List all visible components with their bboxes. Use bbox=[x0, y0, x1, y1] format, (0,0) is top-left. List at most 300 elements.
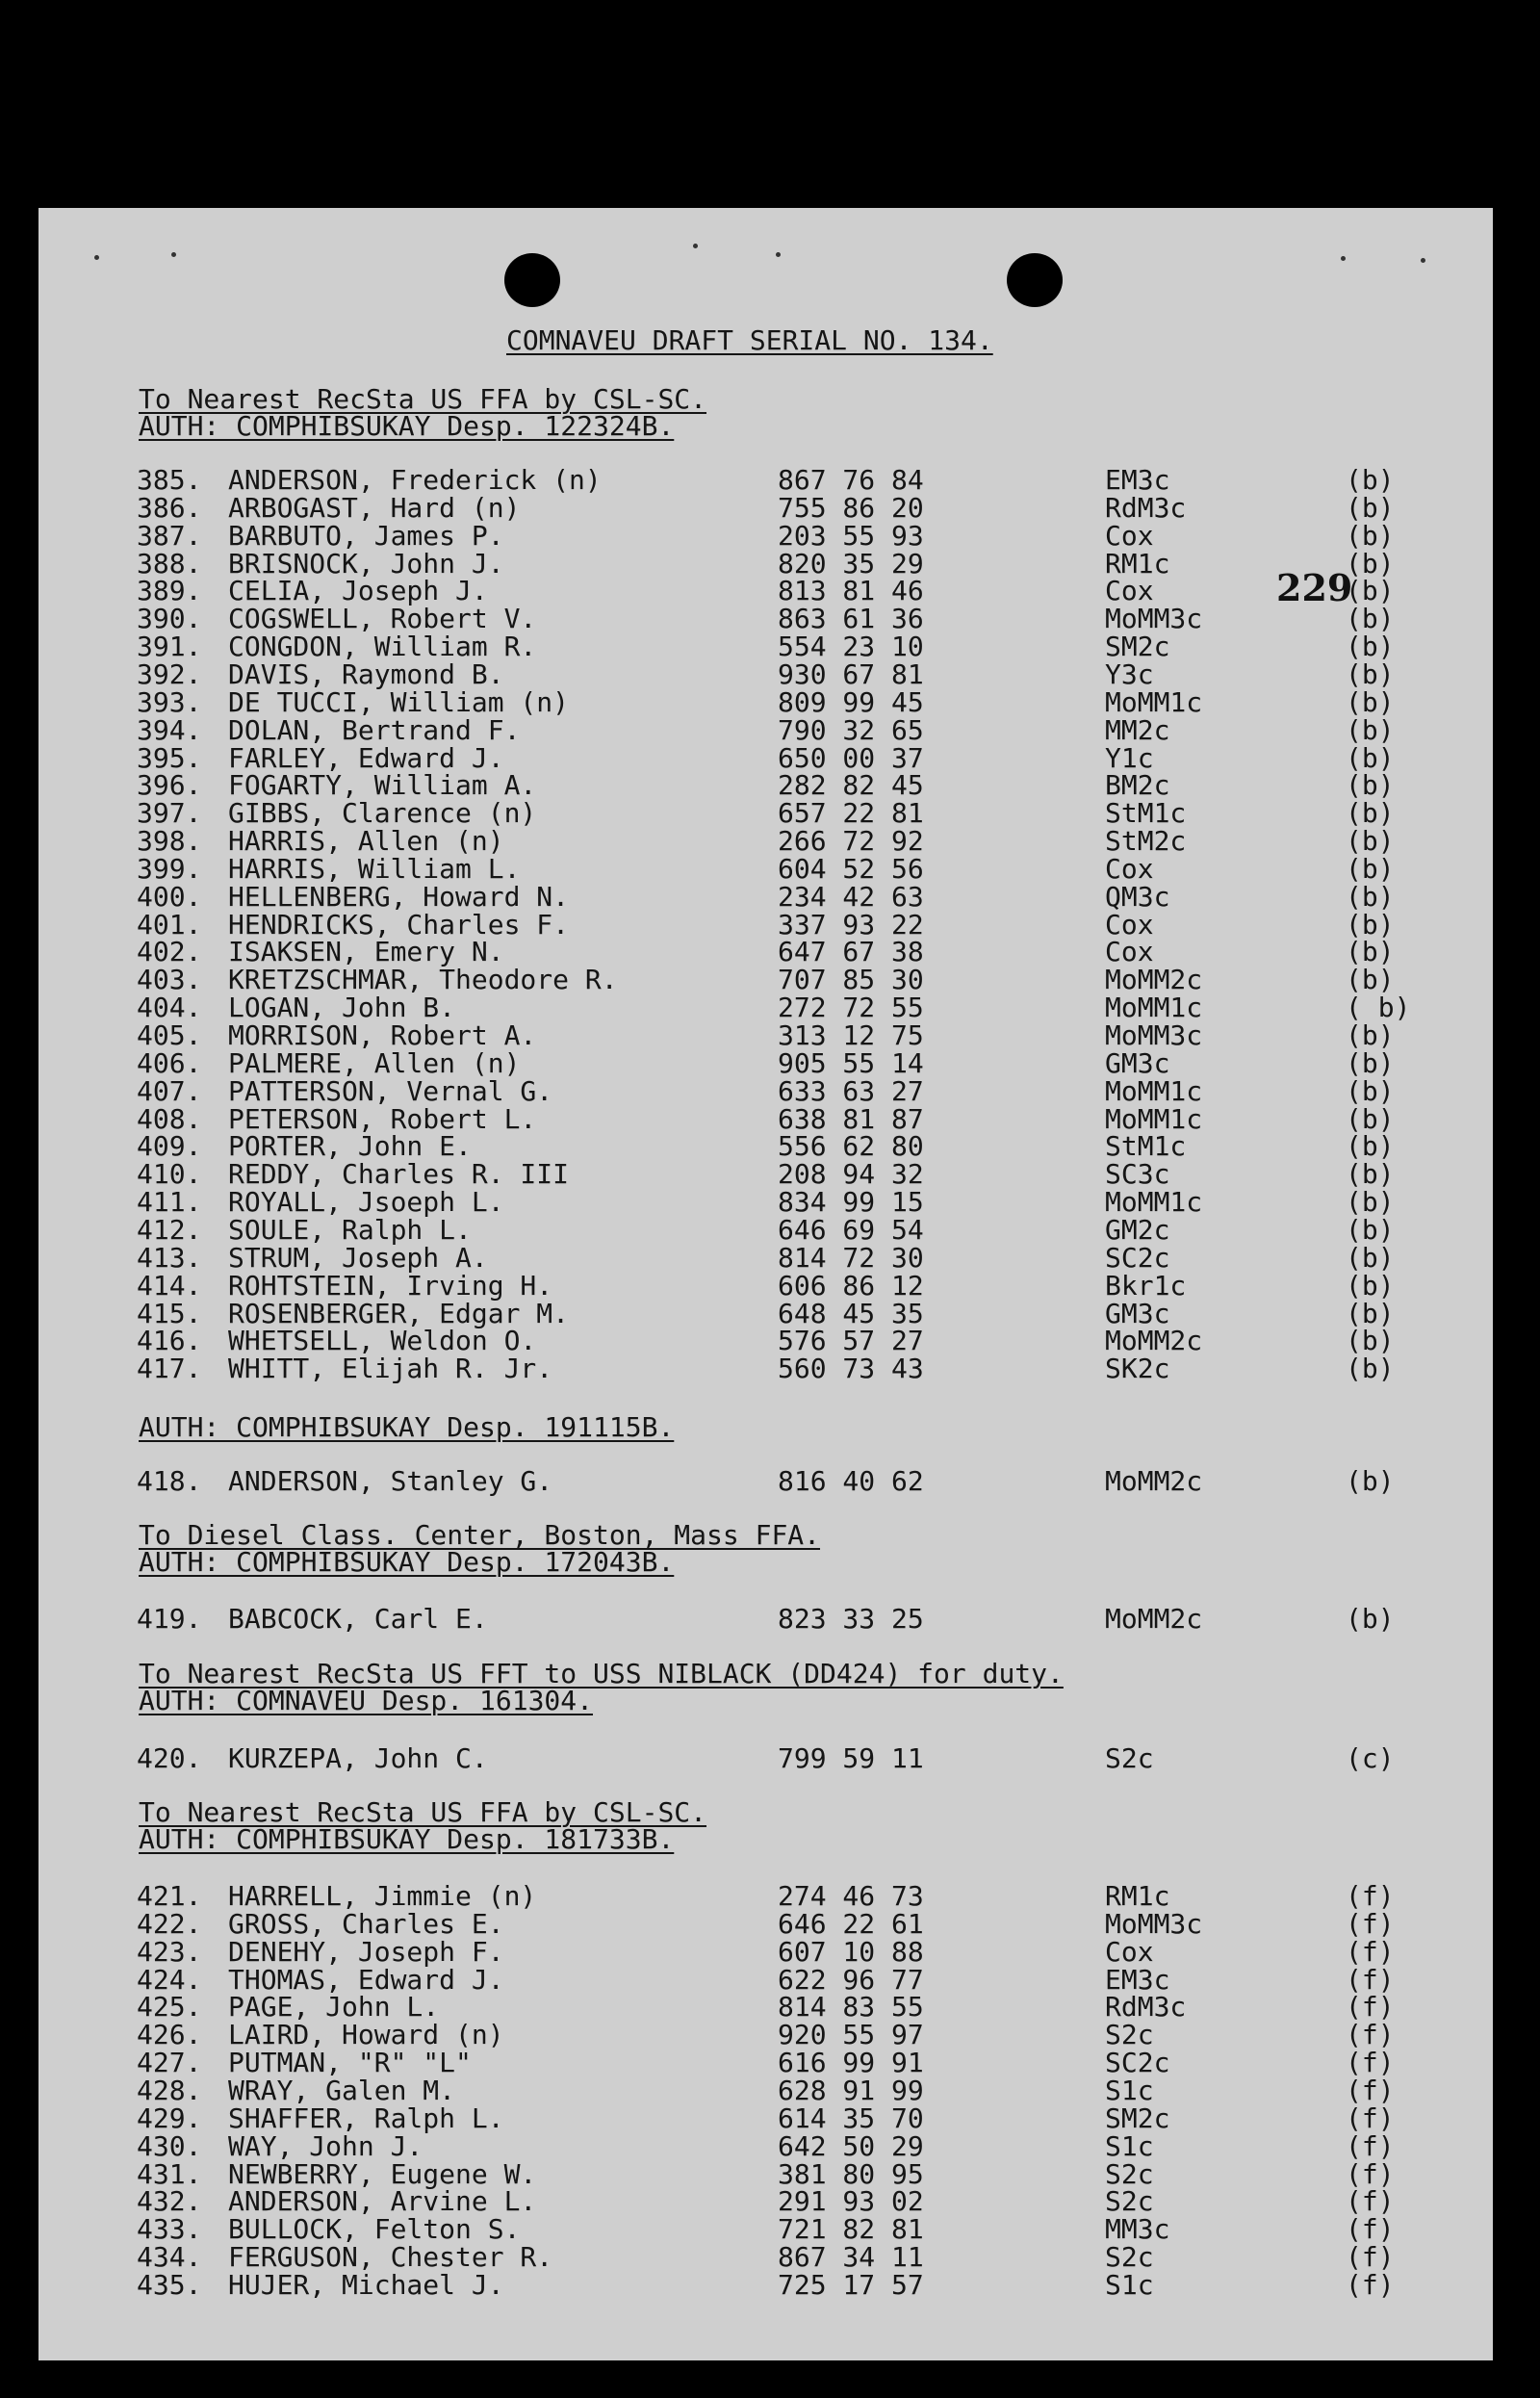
entry-number: 419. bbox=[137, 1603, 202, 1635]
table-row bbox=[0, 1465, 1540, 1497]
entry-number: 389. bbox=[137, 575, 202, 607]
service-number: 814 72 30 bbox=[778, 1241, 924, 1274]
entry-number: 393. bbox=[137, 685, 202, 718]
sailor-name: HUJER, Michael J. bbox=[228, 2268, 504, 2301]
entry-number: 387. bbox=[137, 519, 202, 552]
service-number: 282 82 45 bbox=[778, 769, 924, 802]
entry-number: 404. bbox=[137, 992, 202, 1024]
sailor-name: ISAKSEN, Emery N. bbox=[228, 936, 504, 968]
entry-number: 420. bbox=[137, 1742, 202, 1774]
sailor-name: PATTERSON, Vernal G. bbox=[228, 1074, 553, 1107]
entry-number: 426. bbox=[137, 2019, 202, 2051]
rating: Cox bbox=[1105, 936, 1154, 968]
entry-number: 434. bbox=[137, 2241, 202, 2274]
table-row bbox=[0, 2047, 1540, 2079]
entry-number: 392. bbox=[137, 658, 202, 690]
sailor-name: DENEHY, Joseph F. bbox=[228, 1935, 504, 1968]
status-code: (b) bbox=[1346, 852, 1395, 885]
table-row bbox=[0, 1130, 1540, 1163]
table-row bbox=[0, 685, 1540, 718]
service-number: 607 10 88 bbox=[778, 1935, 924, 1968]
status-code: (b) bbox=[1346, 825, 1395, 858]
sailor-name: PALMERE, Allen (n) bbox=[228, 1046, 521, 1079]
service-number: 867 34 11 bbox=[778, 2241, 924, 2274]
status-code: (f) bbox=[1346, 1963, 1395, 1996]
table-row bbox=[0, 769, 1540, 802]
sailor-name: DAVIS, Raymond B. bbox=[228, 658, 504, 690]
service-number: 920 55 97 bbox=[778, 2019, 924, 2051]
entry-number: 431. bbox=[137, 2157, 202, 2190]
sailor-name: THOMAS, Edward J. bbox=[228, 1963, 504, 1996]
entry-number: 425. bbox=[137, 1991, 202, 2024]
sailor-name: ROYALL, Jsoeph L. bbox=[228, 1186, 504, 1219]
sailor-name: STRUM, Joseph A. bbox=[228, 1241, 488, 1274]
rating: Y3c bbox=[1105, 658, 1154, 690]
sailor-name: LOGAN, John B. bbox=[228, 992, 456, 1024]
status-code: (b) bbox=[1346, 908, 1395, 941]
status-code: (c) bbox=[1346, 1742, 1395, 1774]
rating: GM2c bbox=[1105, 1213, 1170, 1246]
table-row bbox=[0, 2101, 1540, 2134]
status-code: (b) bbox=[1346, 1465, 1395, 1497]
status-code: (f) bbox=[1346, 2241, 1395, 2274]
sailor-name: CELIA, Joseph J. bbox=[228, 575, 488, 607]
status-code: (b) bbox=[1346, 1213, 1395, 1246]
sailor-name: GIBBS, Clarence (n) bbox=[228, 797, 537, 830]
service-number: 313 12 75 bbox=[778, 1019, 924, 1051]
table-row bbox=[0, 1074, 1540, 1107]
document-title: COMNAVEU DRAFT SERIAL NO. 134. bbox=[506, 324, 993, 356]
status-code: (b) bbox=[1346, 519, 1395, 552]
rating: SM2c bbox=[1105, 2101, 1170, 2134]
sailor-name: COGSWELL, Robert V. bbox=[228, 603, 537, 635]
entry-number: 422. bbox=[137, 1907, 202, 1940]
entry-number: 396. bbox=[137, 769, 202, 802]
entry-number: 391. bbox=[137, 631, 202, 663]
table-row bbox=[0, 1353, 1540, 1385]
entry-number: 421. bbox=[137, 1880, 202, 1912]
rating: SC2c bbox=[1105, 2047, 1170, 2079]
sailor-name: ANDERSON, Arvine L. bbox=[228, 2185, 537, 2218]
entry-number: 423. bbox=[137, 1935, 202, 1968]
table-row bbox=[0, 1325, 1540, 1357]
entry-number: 427. bbox=[137, 2047, 202, 2079]
status-code: (b) bbox=[1346, 1019, 1395, 1051]
entry-number: 388. bbox=[137, 547, 202, 580]
section-auth: AUTH: COMPHIBSUKAY Desp. 191115B. bbox=[139, 1411, 675, 1443]
service-number: 650 00 37 bbox=[778, 741, 924, 774]
table-row bbox=[0, 825, 1540, 858]
service-number: 816 40 62 bbox=[778, 1465, 924, 1497]
status-code: (b) bbox=[1346, 964, 1395, 996]
table-row bbox=[0, 1186, 1540, 1219]
rating: S2c bbox=[1105, 2157, 1154, 2190]
service-number: 809 99 45 bbox=[778, 685, 924, 718]
entry-number: 401. bbox=[137, 908, 202, 941]
sailor-name: SHAFFER, Ralph L. bbox=[228, 2101, 504, 2134]
speck bbox=[94, 255, 99, 260]
table-row bbox=[0, 658, 1540, 690]
sailor-name: ANDERSON, Stanley G. bbox=[228, 1465, 553, 1497]
rating: GM3c bbox=[1105, 1046, 1170, 1079]
entry-number: 408. bbox=[137, 1102, 202, 1135]
status-code: (b) bbox=[1346, 1130, 1395, 1163]
status-code: (f) bbox=[1346, 2074, 1395, 2106]
entry-number: 390. bbox=[137, 603, 202, 635]
rating: MoMM1c bbox=[1105, 685, 1203, 718]
sailor-name: ROHTSTEIN, Irving H. bbox=[228, 1269, 553, 1302]
sailor-name: BABCOCK, Carl E. bbox=[228, 1603, 488, 1635]
table-row bbox=[0, 1269, 1540, 1302]
rating: Cox bbox=[1105, 519, 1154, 552]
sailor-name: HARRIS, Allen (n) bbox=[228, 825, 504, 858]
service-number: 266 72 92 bbox=[778, 825, 924, 858]
entry-number: 432. bbox=[137, 2185, 202, 2218]
sailor-name: FARLEY, Edward J. bbox=[228, 741, 504, 774]
status-code: (f) bbox=[1346, 1880, 1395, 1912]
entry-number: 403. bbox=[137, 964, 202, 996]
status-code: (f) bbox=[1346, 2157, 1395, 2190]
service-number: 646 22 61 bbox=[778, 1907, 924, 1940]
entry-number: 400. bbox=[137, 880, 202, 913]
table-row bbox=[0, 880, 1540, 913]
rating: SK2c bbox=[1105, 1353, 1170, 1385]
entry-number: 395. bbox=[137, 741, 202, 774]
table-row bbox=[0, 936, 1540, 968]
sailor-name: HENDRICKS, Charles F. bbox=[228, 908, 570, 941]
table-row bbox=[0, 1991, 1540, 2024]
table-row bbox=[0, 2074, 1540, 2106]
rating: MoMM3c bbox=[1105, 603, 1203, 635]
punch-hole-right bbox=[1007, 253, 1063, 307]
table-row bbox=[0, 491, 1540, 524]
status-code: (b) bbox=[1346, 1353, 1395, 1385]
entry-number: 405. bbox=[137, 1019, 202, 1051]
rating: SM2c bbox=[1105, 631, 1170, 663]
table-row bbox=[0, 1742, 1540, 1774]
entry-number: 429. bbox=[137, 2101, 202, 2134]
status-code: (b) bbox=[1346, 936, 1395, 968]
sailor-name: WHETSELL, Weldon O. bbox=[228, 1325, 537, 1357]
rating: MM2c bbox=[1105, 713, 1170, 746]
entry-number: 406. bbox=[137, 1046, 202, 1079]
service-number: 337 93 22 bbox=[778, 908, 924, 941]
service-number: 813 81 46 bbox=[778, 575, 924, 607]
rating: S1c bbox=[1105, 2129, 1154, 2162]
service-number: 657 22 81 bbox=[778, 797, 924, 830]
sailor-name: PUTMAN, "R" "L" bbox=[228, 2047, 472, 2079]
status-code: (b) bbox=[1346, 1102, 1395, 1135]
sailor-name: PORTER, John E. bbox=[228, 1130, 472, 1163]
speck bbox=[171, 252, 176, 257]
table-row bbox=[0, 1241, 1540, 1274]
rating: EM3c bbox=[1105, 464, 1170, 496]
table-row bbox=[0, 603, 1540, 635]
rating: MoMM1c bbox=[1105, 1074, 1203, 1107]
rating: StM1c bbox=[1105, 1130, 1187, 1163]
sailor-name: FERGUSON, Chester R. bbox=[228, 2241, 553, 2274]
sailor-name: PETERSON, Robert L. bbox=[228, 1102, 537, 1135]
rating: S2c bbox=[1105, 2185, 1154, 2218]
status-code: (f) bbox=[1346, 2213, 1395, 2246]
status-code: (b) bbox=[1346, 1241, 1395, 1274]
service-number: 576 57 27 bbox=[778, 1325, 924, 1357]
table-row bbox=[0, 1880, 1540, 1912]
service-number: 790 32 65 bbox=[778, 713, 924, 746]
rating: Cox bbox=[1105, 908, 1154, 941]
status-code: (b) bbox=[1346, 1186, 1395, 1219]
rating: MoMM2c bbox=[1105, 964, 1203, 996]
service-number: 208 94 32 bbox=[778, 1158, 924, 1191]
table-row bbox=[0, 908, 1540, 941]
rating: Y1c bbox=[1105, 741, 1154, 774]
status-code: (f) bbox=[1346, 2019, 1395, 2051]
entry-number: 435. bbox=[137, 2268, 202, 2301]
sailor-name: HARRELL, Jimmie (n) bbox=[228, 1880, 537, 1912]
sailor-name: KURZEPA, John C. bbox=[228, 1742, 488, 1774]
rating: MoMM2c bbox=[1105, 1603, 1203, 1635]
table-row bbox=[0, 713, 1540, 746]
section-heading: To Nearest RecSta US FFA by CSL-SC. bbox=[139, 1796, 707, 1828]
sailor-name: PAGE, John L. bbox=[228, 1991, 440, 2024]
table-row bbox=[0, 1213, 1540, 1246]
service-number: 274 46 73 bbox=[778, 1880, 924, 1912]
entry-number: 414. bbox=[137, 1269, 202, 1302]
status-code: (b) bbox=[1346, 769, 1395, 802]
sailor-name: BULLOCK, Felton S. bbox=[228, 2213, 521, 2246]
status-code: (f) bbox=[1346, 2101, 1395, 2134]
table-row bbox=[0, 1102, 1540, 1135]
status-code: (b) bbox=[1346, 797, 1395, 830]
speck bbox=[1421, 258, 1425, 263]
entry-number: 428. bbox=[137, 2074, 202, 2106]
section-auth: AUTH: COMNAVEU Desp. 161304. bbox=[139, 1685, 594, 1716]
speck bbox=[1341, 256, 1346, 261]
table-row bbox=[0, 2268, 1540, 2301]
table-row bbox=[0, 797, 1540, 830]
rating: Bkr1c bbox=[1105, 1269, 1187, 1302]
status-code: (f) bbox=[1346, 2185, 1395, 2218]
service-number: 203 55 93 bbox=[778, 519, 924, 552]
sailor-name: BARBUTO, James P. bbox=[228, 519, 504, 552]
table-row bbox=[0, 2019, 1540, 2051]
table-row bbox=[0, 1019, 1540, 1051]
sailor-name: REDDY, Charles R. III bbox=[228, 1158, 570, 1191]
service-number: 381 80 95 bbox=[778, 2157, 924, 2190]
rating: MoMM3c bbox=[1105, 1019, 1203, 1051]
status-code: ( b) bbox=[1346, 992, 1411, 1024]
entry-number: 412. bbox=[137, 1213, 202, 1246]
service-number: 622 96 77 bbox=[778, 1963, 924, 1996]
entry-number: 410. bbox=[137, 1158, 202, 1191]
rating: S2c bbox=[1105, 2019, 1154, 2051]
sailor-name: WAY, John J. bbox=[228, 2129, 424, 2162]
section-heading: To Diesel Class. Center, Boston, Mass FFA. bbox=[139, 1519, 821, 1551]
rating: MoMM2c bbox=[1105, 1325, 1203, 1357]
table-row bbox=[0, 2185, 1540, 2218]
rating: StM2c bbox=[1105, 825, 1187, 858]
status-code: (b) bbox=[1346, 1297, 1395, 1329]
service-number: 291 93 02 bbox=[778, 2185, 924, 2218]
service-number: 755 86 20 bbox=[778, 491, 924, 524]
rating: S2c bbox=[1105, 2241, 1154, 2274]
status-code: (b) bbox=[1346, 631, 1395, 663]
sailor-name: BRISNOCK, John J. bbox=[228, 547, 504, 580]
rating: S1c bbox=[1105, 2074, 1154, 2106]
entry-number: 385. bbox=[137, 464, 202, 496]
table-row bbox=[0, 2213, 1540, 2246]
table-row bbox=[0, 575, 1540, 607]
service-number: 638 81 87 bbox=[778, 1102, 924, 1135]
service-number: 834 99 15 bbox=[778, 1186, 924, 1219]
service-number: 642 50 29 bbox=[778, 2129, 924, 2162]
status-code: (b) bbox=[1346, 741, 1395, 774]
page-number-stamp: 229 bbox=[1276, 566, 1353, 609]
rating: BM2c bbox=[1105, 769, 1170, 802]
sailor-name: DE TUCCI, William (n) bbox=[228, 685, 570, 718]
rating: MoMM1c bbox=[1105, 1186, 1203, 1219]
entry-number: 430. bbox=[137, 2129, 202, 2162]
status-code: (f) bbox=[1346, 2047, 1395, 2079]
sailor-name: NEWBERRY, Eugene W. bbox=[228, 2157, 537, 2190]
rating: QM3c bbox=[1105, 880, 1170, 913]
table-row bbox=[0, 1935, 1540, 1968]
entry-number: 394. bbox=[137, 713, 202, 746]
table-row bbox=[0, 2129, 1540, 2162]
entry-number: 416. bbox=[137, 1325, 202, 1357]
service-number: 799 59 11 bbox=[778, 1742, 924, 1774]
entry-number: 397. bbox=[137, 797, 202, 830]
entry-number: 433. bbox=[137, 2213, 202, 2246]
status-code: (b) bbox=[1346, 464, 1395, 496]
service-number: 616 99 91 bbox=[778, 2047, 924, 2079]
status-code: (f) bbox=[1346, 1935, 1395, 1968]
section-auth: AUTH: COMPHIBSUKAY Desp. 122324B. bbox=[139, 410, 675, 442]
service-number: 272 72 55 bbox=[778, 992, 924, 1024]
service-number: 628 91 99 bbox=[778, 2074, 924, 2106]
speck bbox=[776, 252, 781, 257]
table-row bbox=[0, 1963, 1540, 1996]
status-code: (b) bbox=[1346, 713, 1395, 746]
rating: S1c bbox=[1105, 2268, 1154, 2301]
service-number: 633 63 27 bbox=[778, 1074, 924, 1107]
sailor-name: KRETZSCHMAR, Theodore R. bbox=[228, 964, 618, 996]
rating: EM3c bbox=[1105, 1963, 1170, 1996]
status-code: (b) bbox=[1346, 1603, 1395, 1635]
table-row bbox=[0, 1297, 1540, 1329]
service-number: 606 86 12 bbox=[778, 1269, 924, 1302]
sailor-name: LAIRD, Howard (n) bbox=[228, 2019, 504, 2051]
entry-number: 424. bbox=[137, 1963, 202, 1996]
sailor-name: WRAY, Galen M. bbox=[228, 2074, 456, 2106]
table-row bbox=[0, 2241, 1540, 2274]
sailor-name: ARBOGAST, Hard (n) bbox=[228, 491, 521, 524]
service-number: 554 23 10 bbox=[778, 631, 924, 663]
status-code: (b) bbox=[1346, 547, 1395, 580]
service-number: 646 69 54 bbox=[778, 1213, 924, 1246]
status-code: (b) bbox=[1346, 603, 1395, 635]
rating: SC3c bbox=[1105, 1158, 1170, 1191]
sailor-name: WHITT, Elijah R. Jr. bbox=[228, 1353, 553, 1385]
table-row bbox=[0, 631, 1540, 663]
rating: Cox bbox=[1105, 852, 1154, 885]
table-row bbox=[0, 992, 1540, 1024]
service-number: 863 61 36 bbox=[778, 603, 924, 635]
rating: GM3c bbox=[1105, 1297, 1170, 1329]
sailor-name: GROSS, Charles E. bbox=[228, 1907, 504, 1940]
table-row bbox=[0, 852, 1540, 885]
status-code: (b) bbox=[1346, 491, 1395, 524]
table-row bbox=[0, 547, 1540, 580]
section-heading: To Nearest RecSta US FFA by CSL-SC. bbox=[139, 383, 707, 415]
entry-number: 413. bbox=[137, 1241, 202, 1274]
rating: Cox bbox=[1105, 575, 1154, 607]
service-number: 560 73 43 bbox=[778, 1353, 924, 1385]
sailor-name: HARRIS, William L. bbox=[228, 852, 521, 885]
service-number: 707 85 30 bbox=[778, 964, 924, 996]
entry-number: 417. bbox=[137, 1353, 202, 1385]
rating: RdM3c bbox=[1105, 1991, 1187, 2024]
service-number: 905 55 14 bbox=[778, 1046, 924, 1079]
table-row bbox=[0, 741, 1540, 774]
rating: MoMM2c bbox=[1105, 1465, 1203, 1497]
service-number: 604 52 56 bbox=[778, 852, 924, 885]
rating: MoMM1c bbox=[1105, 1102, 1203, 1135]
entry-number: 411. bbox=[137, 1186, 202, 1219]
status-code: (b) bbox=[1346, 1269, 1395, 1302]
sailor-name: CONGDON, William R. bbox=[228, 631, 537, 663]
service-number: 647 67 38 bbox=[778, 936, 924, 968]
entry-number: 409. bbox=[137, 1130, 202, 1163]
service-number: 725 17 57 bbox=[778, 2268, 924, 2301]
speck bbox=[693, 244, 698, 248]
rating: RM1c bbox=[1105, 1880, 1170, 1912]
rating: MoMM3c bbox=[1105, 1907, 1203, 1940]
section-heading: To Nearest RecSta US FFT to USS NIBLACK (DD424) for duty. bbox=[139, 1658, 1064, 1689]
rating: StM1c bbox=[1105, 797, 1187, 830]
status-code: (f) bbox=[1346, 2268, 1395, 2301]
status-code: (b) bbox=[1346, 685, 1395, 718]
table-row bbox=[0, 464, 1540, 496]
service-number: 823 33 25 bbox=[778, 1603, 924, 1635]
section-auth: AUTH: COMPHIBSUKAY Desp. 172043B. bbox=[139, 1546, 675, 1578]
sailor-name: MORRISON, Robert A. bbox=[228, 1019, 537, 1051]
sailor-name: DOLAN, Bertrand F. bbox=[228, 713, 521, 746]
punch-hole-left bbox=[504, 253, 560, 307]
sailor-name: HELLENBERG, Howard N. bbox=[228, 880, 570, 913]
table-row bbox=[0, 1907, 1540, 1940]
table-row bbox=[0, 1158, 1540, 1191]
service-number: 930 67 81 bbox=[778, 658, 924, 690]
service-number: 614 35 70 bbox=[778, 2101, 924, 2134]
service-number: 867 76 84 bbox=[778, 464, 924, 496]
sailor-name: ROSENBERGER, Edgar M. bbox=[228, 1297, 570, 1329]
sailor-name: FOGARTY, William A. bbox=[228, 769, 537, 802]
service-number: 820 35 29 bbox=[778, 547, 924, 580]
status-code: (f) bbox=[1346, 1907, 1395, 1940]
table-row bbox=[0, 1603, 1540, 1635]
status-code: (b) bbox=[1346, 1074, 1395, 1107]
rating: S2c bbox=[1105, 1742, 1154, 1774]
status-code: (b) bbox=[1346, 1158, 1395, 1191]
service-number: 556 62 80 bbox=[778, 1130, 924, 1163]
entry-number: 386. bbox=[137, 491, 202, 524]
service-number: 814 83 55 bbox=[778, 1991, 924, 2024]
status-code: (b) bbox=[1346, 1325, 1395, 1357]
sailor-name: SOULE, Ralph L. bbox=[228, 1213, 472, 1246]
table-row bbox=[0, 1046, 1540, 1079]
entry-number: 402. bbox=[137, 936, 202, 968]
